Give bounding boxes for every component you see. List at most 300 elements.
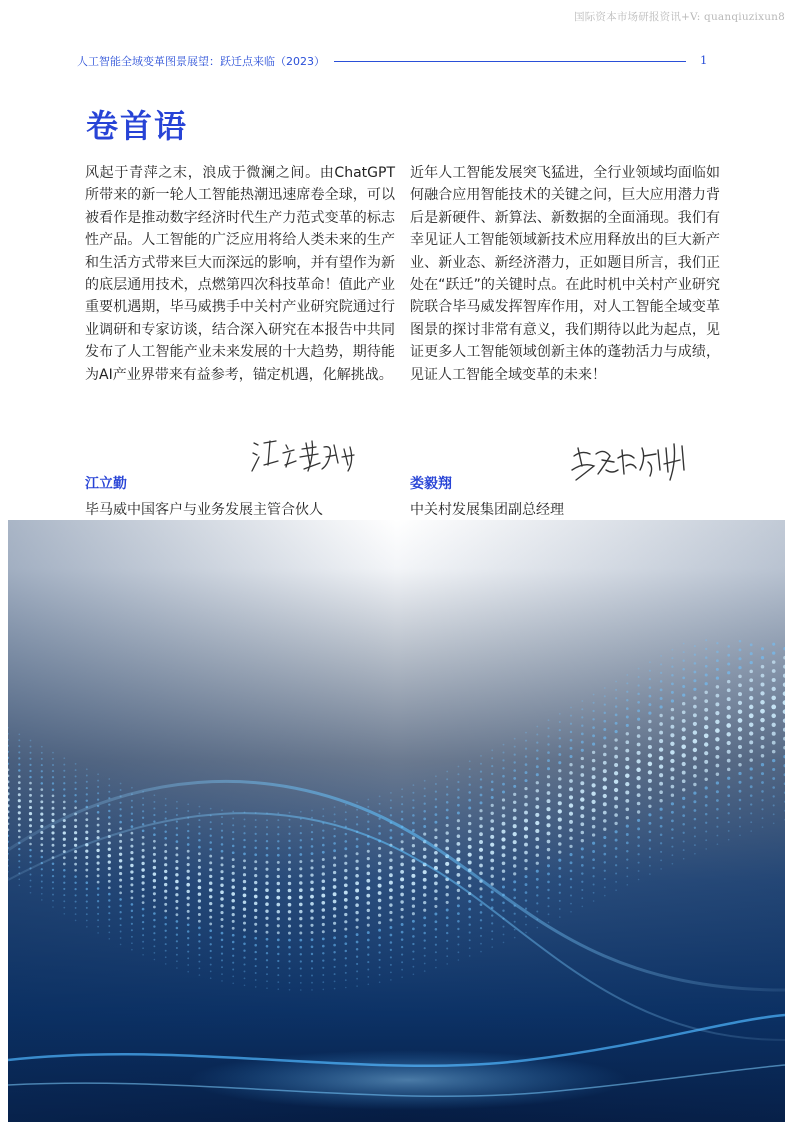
hero-dot	[97, 906, 99, 908]
hero-dot	[333, 849, 336, 852]
hero-dot	[649, 848, 651, 850]
hero-dot	[457, 812, 460, 815]
hero-dot	[220, 904, 223, 907]
hero-dot	[738, 709, 742, 713]
hero-dot	[311, 967, 313, 969]
hero-dot	[97, 874, 100, 877]
hero-dot	[480, 771, 482, 773]
hero-dot	[525, 924, 527, 926]
hero-dot	[379, 966, 381, 968]
hero-dot	[333, 944, 336, 947]
hero-dot	[760, 700, 765, 705]
hero-dot	[232, 927, 235, 930]
hero-dot	[356, 816, 358, 818]
hero-dot	[423, 848, 427, 852]
hero-dot	[648, 787, 652, 791]
hero-dot	[75, 920, 77, 922]
hero-dot	[446, 893, 449, 896]
hero-dot	[727, 777, 730, 780]
hero-dot	[558, 793, 562, 797]
hero-dot	[727, 741, 731, 745]
hero-dot	[378, 944, 381, 947]
hero-dot	[108, 803, 110, 805]
hero-dot	[288, 960, 290, 962]
hero-dot	[625, 782, 629, 786]
hero-dot	[638, 862, 640, 864]
hero-dot	[603, 785, 607, 789]
hero-dot	[198, 839, 201, 842]
hero-dot	[210, 808, 212, 810]
hero-dot	[175, 860, 178, 863]
hero-dot	[400, 885, 404, 889]
hero-dot	[772, 741, 776, 745]
hero-dot	[648, 753, 652, 757]
hero-dot	[198, 954, 200, 956]
hero-dot	[446, 948, 448, 950]
hero-dot	[254, 944, 257, 947]
hero-dot	[209, 841, 212, 844]
hero-dot	[524, 851, 528, 855]
hero-dot	[535, 813, 539, 817]
hero-dot	[412, 859, 416, 863]
hero-dot	[345, 979, 347, 981]
hero-dot	[547, 889, 549, 891]
hero-dot	[119, 872, 122, 875]
hero-dot	[367, 828, 370, 831]
hero-dot	[277, 946, 280, 949]
hero-dot	[592, 710, 594, 712]
hero-dot	[344, 942, 347, 945]
hero-dot	[378, 914, 381, 917]
hero-dot	[705, 648, 707, 650]
hero-dot	[659, 799, 662, 802]
hero-dot	[693, 748, 697, 752]
hero-dot	[176, 954, 178, 956]
hero-dot	[547, 735, 549, 737]
hero-dot	[637, 726, 640, 729]
hero-dot	[142, 901, 145, 904]
hero-dot	[626, 707, 629, 710]
hero-dot	[423, 870, 427, 874]
header-title: 人工智能全域变革图景展望：跃迁点来临（2023）	[77, 55, 325, 68]
hero-dot	[311, 960, 313, 962]
hero-dot	[591, 792, 595, 796]
hero-dot	[232, 865, 235, 868]
hero-dot	[423, 886, 427, 890]
hero-dot	[760, 691, 764, 695]
hero-dot	[378, 891, 382, 895]
hero-dot	[503, 926, 505, 928]
hero-dot	[334, 988, 336, 990]
hero-dot	[176, 847, 179, 850]
hero-dot	[615, 881, 617, 883]
hero-dot	[333, 864, 336, 867]
hero-dot	[220, 897, 223, 900]
hero-dot	[535, 821, 539, 825]
hero-dot	[41, 752, 43, 754]
signatory-name: 娄毅翔	[410, 476, 452, 492]
hero-dot	[502, 775, 505, 778]
hero-dot	[592, 850, 595, 853]
hero-dot	[604, 895, 606, 897]
hero-dot	[254, 895, 258, 899]
hero-dot	[514, 738, 516, 740]
hero-dot	[74, 837, 77, 840]
hero-dot	[581, 741, 584, 744]
hero-dot	[356, 933, 359, 936]
hero-dot	[683, 849, 685, 851]
hero-dot	[345, 804, 347, 806]
hero-dot	[175, 880, 179, 884]
hero-dot	[604, 687, 606, 689]
hero-dot	[570, 903, 572, 905]
hero-dot	[74, 856, 77, 859]
hero-dot	[198, 940, 200, 942]
hero-dot	[176, 967, 178, 969]
hero-dot	[693, 696, 696, 699]
hero-dot	[86, 894, 88, 896]
hero-dot	[705, 639, 707, 641]
hero-dot	[390, 792, 392, 794]
hero-dot	[480, 763, 482, 765]
hero-dot	[638, 668, 640, 670]
hero-dot	[480, 903, 483, 906]
hero-dot	[738, 692, 742, 696]
hero-dot	[120, 944, 122, 946]
hero-dot	[637, 844, 640, 847]
hero-dot	[389, 896, 393, 900]
hero-dot	[603, 720, 606, 723]
hero-dot	[559, 892, 561, 894]
hero-dot	[446, 816, 449, 819]
hero-dot	[355, 896, 359, 900]
hero-dot	[311, 824, 313, 826]
hero-dot	[379, 974, 381, 976]
hero-dot	[277, 917, 280, 920]
hero-dot	[310, 924, 313, 927]
hero-dot	[457, 796, 460, 799]
hero-dot	[457, 781, 459, 783]
hero-dot	[615, 864, 617, 866]
hero-dot	[333, 892, 337, 896]
hero-dot	[333, 914, 336, 917]
hero-dot	[119, 866, 122, 869]
hero-dot	[18, 781, 21, 784]
hero-dot	[153, 846, 156, 849]
hero-dot	[491, 812, 494, 815]
hero-dot	[288, 967, 290, 969]
hero-dot	[367, 924, 370, 927]
hero-dot	[108, 893, 111, 896]
hero-dot	[502, 822, 506, 826]
hero-dot	[480, 951, 482, 953]
hero-dot	[153, 859, 156, 862]
hero-dot	[491, 898, 494, 901]
hero-dot	[704, 778, 707, 781]
hero-dot	[750, 661, 753, 664]
hero-dot	[356, 918, 359, 921]
hero-dot	[142, 934, 144, 936]
hero-dot	[131, 832, 134, 835]
hero-dot	[501, 837, 505, 841]
hero-dot	[266, 819, 268, 821]
hero-dot	[727, 654, 730, 657]
hero-dot	[749, 740, 753, 744]
hero-dot	[513, 888, 516, 891]
hero-dot	[726, 723, 731, 728]
hero-dot	[40, 813, 43, 816]
hero-dot	[761, 772, 764, 775]
hero-dot	[18, 757, 20, 759]
hero-dot	[333, 907, 337, 911]
hero-dot	[445, 870, 449, 874]
hero-dot	[209, 895, 212, 898]
hero-dot	[311, 831, 313, 833]
hero-dot	[232, 920, 235, 923]
hero-dot	[266, 854, 269, 857]
hero-dot	[356, 852, 359, 855]
hero-dot	[480, 801, 483, 804]
hero-dot	[537, 927, 539, 929]
hero-dot	[356, 838, 359, 841]
hero-dot	[266, 945, 269, 948]
hero-dot	[435, 936, 437, 938]
hero-dot	[333, 878, 337, 882]
hero-dot	[209, 875, 212, 878]
hero-dot	[536, 789, 539, 792]
hero-dot	[501, 830, 505, 834]
hero-dot	[120, 937, 122, 939]
hero-dot	[524, 859, 527, 862]
hero-dot	[705, 795, 708, 798]
hero-dot	[683, 840, 685, 842]
hero-dot	[660, 859, 662, 861]
hero-dot	[164, 857, 167, 860]
hero-dot	[749, 722, 753, 726]
hero-dot	[705, 830, 707, 832]
hero-dot	[491, 804, 494, 807]
hero-dot	[749, 696, 753, 700]
hero-dot	[310, 866, 313, 869]
hero-dot	[333, 936, 336, 939]
hero-dot	[29, 788, 32, 791]
hero-dot	[40, 819, 43, 822]
hero-dot	[108, 899, 110, 901]
hero-dot	[277, 967, 279, 969]
hero-dot	[513, 801, 516, 804]
hero-dot	[164, 850, 167, 853]
hero-dot	[131, 923, 133, 925]
hero-dot	[52, 788, 55, 791]
hero-dot	[412, 814, 415, 817]
hero-dot	[446, 909, 449, 912]
hero-dot	[704, 699, 708, 703]
hero-dot	[221, 836, 223, 838]
hero-dot	[615, 830, 618, 833]
hero-dot	[255, 819, 257, 821]
hero-dot	[97, 913, 99, 915]
hero-dot	[727, 768, 731, 772]
hero-dot	[176, 927, 179, 930]
hero-dot	[716, 826, 718, 828]
hero-dot	[424, 970, 426, 972]
hero-dot	[209, 861, 212, 864]
hero-dot	[694, 645, 696, 647]
hero-dot	[108, 848, 111, 851]
hero-dot	[389, 836, 392, 839]
hero-dot	[322, 959, 324, 961]
hero-dot	[198, 913, 201, 916]
hero-dot	[648, 796, 652, 800]
hero-dot	[289, 982, 291, 984]
hero-dot	[176, 821, 178, 823]
hero-dot	[435, 920, 438, 923]
hero-dot	[592, 743, 595, 746]
hero-dot	[434, 874, 438, 878]
hero-dot	[671, 716, 675, 720]
hero-dot	[142, 829, 145, 832]
hero-dot	[108, 886, 111, 889]
hero-dot	[547, 775, 550, 778]
hero-dot	[277, 910, 280, 913]
hero-dot	[704, 691, 707, 694]
hero-dot	[626, 867, 628, 869]
hero-dot	[130, 838, 133, 841]
hero-dot	[63, 770, 65, 772]
hero-dot	[345, 818, 347, 820]
hero-dot	[625, 749, 629, 753]
hero-dot	[322, 908, 326, 912]
hero-dot	[175, 893, 178, 896]
hero-dot	[74, 869, 77, 872]
hero-dot	[569, 812, 573, 816]
hero-dot	[322, 967, 324, 969]
hero-dot	[322, 974, 324, 976]
hero-dot	[626, 716, 629, 719]
hero-dot	[760, 727, 764, 731]
hero-dot	[592, 858, 595, 861]
hero-dot	[266, 966, 268, 968]
hero-dot	[367, 872, 371, 876]
hero-dot	[716, 781, 719, 784]
hero-dot	[715, 711, 719, 715]
hero-dot	[581, 881, 583, 883]
hero-dot	[614, 763, 618, 767]
hero-dot	[626, 833, 629, 836]
hero-dot	[705, 839, 707, 841]
hero-dot	[288, 889, 292, 893]
hero-dot	[693, 730, 697, 734]
hero-dot	[187, 810, 189, 812]
hero-dot	[694, 654, 696, 656]
hero-dot	[625, 773, 629, 777]
hero-dot	[108, 822, 111, 825]
hero-dot	[457, 773, 459, 775]
hero-dot	[468, 799, 471, 802]
hero-dot	[131, 910, 133, 912]
hero-dot	[749, 713, 754, 718]
hero-dot	[141, 862, 144, 865]
hero-dot	[153, 932, 155, 934]
hero-dot	[198, 846, 201, 849]
hero-dot	[310, 873, 313, 876]
hero-dot	[581, 831, 585, 835]
hero-dot	[277, 875, 280, 878]
hero-dot	[345, 957, 347, 959]
hero-dot	[356, 860, 359, 863]
hero-dot	[266, 826, 268, 828]
hero-dot	[165, 804, 167, 806]
hero-dot	[18, 836, 21, 839]
signatory-title: 毕马威中国客户与业务发展主管合伙人	[85, 502, 323, 518]
hero-dot	[524, 795, 527, 798]
hero-dot	[771, 714, 776, 719]
hero-dot	[615, 856, 617, 858]
hero-dot	[480, 927, 482, 929]
hero-dot	[108, 784, 110, 786]
hero-dot	[581, 889, 583, 891]
hero-dot	[378, 862, 381, 865]
hero-dot	[603, 777, 607, 781]
hero-dot	[142, 947, 144, 949]
hero-dot	[434, 882, 438, 886]
hero-dot	[198, 906, 201, 909]
hero-dot	[480, 935, 482, 937]
hero-dot	[277, 960, 279, 962]
hero-dot	[367, 813, 369, 815]
hero-dot	[300, 839, 302, 841]
hero-dot	[367, 864, 370, 867]
hero-dot	[232, 955, 234, 957]
hero-dot	[513, 832, 517, 836]
hero-dot	[63, 907, 65, 909]
hero-dot	[175, 853, 178, 856]
hero-dot	[401, 796, 403, 798]
hero-dot	[660, 808, 663, 811]
hero-dot	[277, 953, 279, 955]
hero-dot	[51, 837, 54, 840]
hero-dot	[682, 814, 685, 817]
hero-dot	[153, 919, 155, 921]
hero-dot	[334, 813, 336, 815]
hero-dot	[289, 812, 291, 814]
hero-dot	[424, 788, 426, 790]
hero-dot	[164, 923, 166, 925]
hero-dot	[503, 942, 505, 944]
hero-dot	[390, 949, 392, 951]
hero-dot	[199, 968, 201, 970]
hero-dot	[254, 847, 257, 850]
hero-dot	[232, 948, 234, 950]
hero-dot	[198, 947, 200, 949]
hero-dot	[693, 765, 697, 769]
hero-dot	[97, 817, 100, 820]
hero-dot	[434, 897, 437, 900]
hero-dot	[649, 873, 651, 875]
hero-dot	[153, 827, 155, 829]
hero-dot	[412, 951, 414, 953]
hero-dot	[446, 901, 449, 904]
hero-dot	[626, 699, 628, 701]
hero-dot	[693, 688, 696, 691]
hero-dot	[344, 847, 347, 850]
hero-dot	[749, 749, 753, 753]
hero-dot	[119, 834, 122, 837]
hero-dot	[480, 943, 482, 945]
hero-dot	[479, 887, 482, 890]
hero-dot	[153, 939, 155, 941]
hero-dot	[615, 839, 618, 842]
